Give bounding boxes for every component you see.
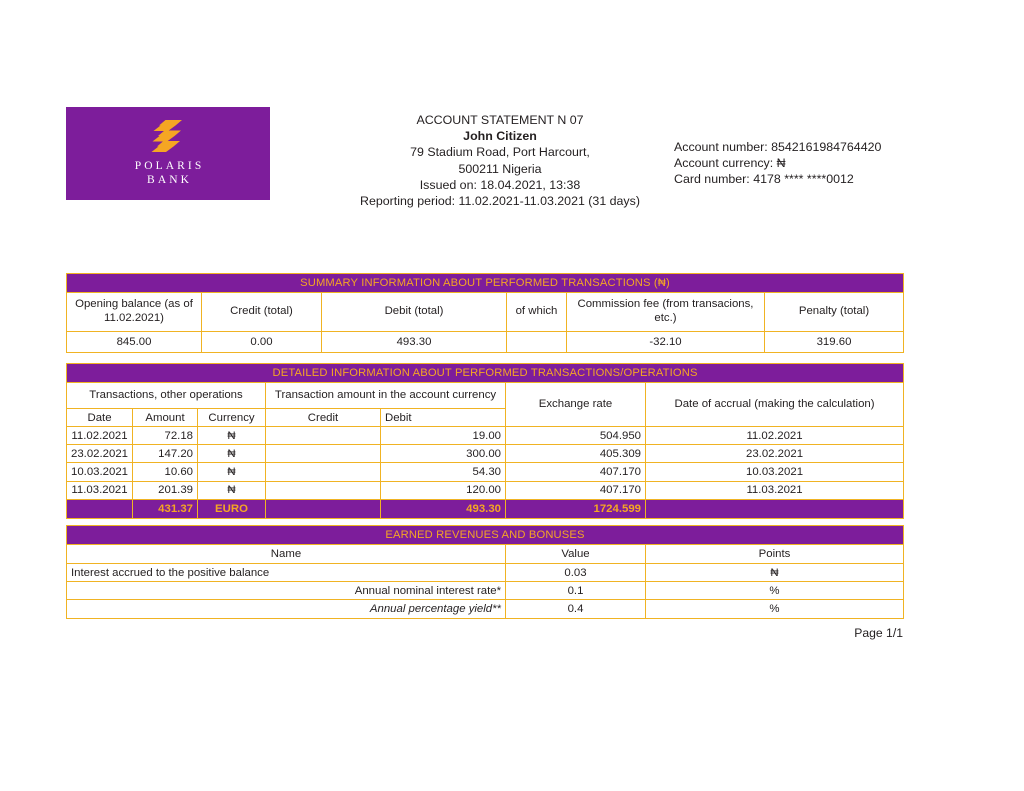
txn-accrual-date: 11.02.2021	[646, 427, 904, 445]
address-line-2: 500211 Nigeria	[458, 161, 542, 176]
txn-currency: ₦	[198, 463, 266, 481]
txn-date: 11.02.2021	[67, 427, 133, 445]
revenue-header-row	[67, 545, 904, 564]
detail-sub-date: Date	[67, 409, 133, 427]
summary-header-of-which: of which	[507, 293, 567, 332]
table-row	[67, 445, 904, 463]
txn-currency: ₦	[198, 427, 266, 445]
issued-on: Issued on: 18.04.2021, 13:38	[419, 177, 581, 192]
txn-credit	[266, 427, 381, 445]
totals-date	[67, 499, 133, 518]
table-row	[67, 481, 904, 499]
totals-currency: EURO	[198, 499, 266, 518]
bank-logo-box	[66, 107, 270, 200]
summary-header-commission-fee: Commission fee (from transacions, etc.)	[567, 293, 765, 332]
summary-header-penalty-total: Penalty (total)	[765, 293, 904, 332]
detail-band-row	[67, 364, 904, 383]
txn-accrual-date: 10.03.2021	[646, 463, 904, 481]
txn-amount: 10.60	[133, 463, 198, 481]
totals-exchange-rate: 1724.599	[506, 499, 646, 518]
revenue-header-name: Name	[67, 545, 506, 564]
summary-header-debit-total: Debit (total)	[322, 293, 507, 332]
revenue-band-row	[67, 526, 904, 545]
account-currency: Account currency: ₦	[674, 156, 786, 171]
detail-sub-amount: Amount	[133, 409, 198, 427]
txn-debit: 300.00	[381, 445, 506, 463]
txn-date: 10.03.2021	[67, 463, 133, 481]
logo-text-polaris: POLARIS	[134, 160, 205, 172]
txn-currency: ₦	[198, 445, 266, 463]
txn-debit: 54.30	[381, 463, 506, 481]
revenue-points: %	[646, 600, 904, 618]
txn-credit	[266, 463, 381, 481]
txn-exchange-rate: 504.950	[506, 427, 646, 445]
statement-title: ACCOUNT STATEMENT N 07	[416, 113, 584, 127]
txn-debit: 120.00	[381, 481, 506, 499]
revenue-name: Annual nominal interest rate*	[67, 582, 506, 600]
table-row	[67, 427, 904, 445]
summary-value-credit-total: 0.00	[202, 332, 322, 353]
revenue-value: 0.1	[506, 582, 646, 600]
txn-accrual-date: 23.02.2021	[646, 445, 904, 463]
summary-value-opening-balance: 845.00	[67, 332, 202, 353]
detailed-transactions-table	[66, 363, 904, 519]
table-row	[67, 463, 904, 481]
list-item	[67, 582, 904, 600]
txn-amount: 201.39	[133, 481, 198, 499]
txn-debit: 19.00	[381, 427, 506, 445]
detail-sub-credit: Credit	[266, 409, 381, 427]
account-details-block	[674, 139, 881, 188]
summary-header-credit-total: Credit (total)	[202, 293, 322, 332]
summary-value-commission-fee: -32.10	[567, 332, 765, 353]
summary-header-opening-balance: Opening balance (as of 11.02.2021)	[67, 293, 202, 332]
totals-accrual-date	[646, 499, 904, 518]
txn-date: 23.02.2021	[67, 445, 133, 463]
detail-group-transactions: Transactions, other operations	[67, 383, 266, 409]
txn-credit	[266, 445, 381, 463]
summary-value-penalty-total: 319.60	[765, 332, 904, 353]
detail-totals-row	[67, 499, 904, 518]
list-item	[67, 600, 904, 618]
card-number: Card number: 4178 **** ****0012	[674, 172, 854, 187]
txn-amount: 72.18	[133, 427, 198, 445]
txn-exchange-rate: 405.309	[506, 445, 646, 463]
page-number: Page 1/1	[854, 626, 903, 640]
revenue-points: ₦	[646, 564, 904, 582]
txn-credit	[266, 481, 381, 499]
revenue-header-points: Points	[646, 545, 904, 564]
revenue-name: Annual percentage yield**	[67, 600, 506, 618]
revenue-name: Interest accrued to the positive balance	[67, 564, 506, 582]
account-holder-name: John Citizen	[463, 129, 537, 144]
reporting-period: Reporting period: 11.02.2021-11.03.2021 (31 days)	[360, 194, 640, 209]
detail-sub-currency: Currency	[198, 409, 266, 427]
txn-date: 11.03.2021	[67, 481, 133, 499]
list-item	[67, 564, 904, 582]
revenue-value: 0.03	[506, 564, 646, 582]
txn-amount: 147.20	[133, 445, 198, 463]
totals-debit: 493.30	[381, 499, 506, 518]
revenue-band-title: EARNED REVENUES AND BONUSES	[67, 526, 904, 545]
summary-header-row	[67, 293, 904, 332]
detail-group-amount-account-currency: Transaction amount in the account currency	[266, 383, 506, 409]
summary-value-of-which	[507, 332, 567, 353]
logo-text-bank: BANK	[147, 174, 193, 186]
summary-value-debit-total: 493.30	[322, 332, 507, 353]
address-line-1: 79 Stadium Road, Port Harcourt,	[410, 145, 590, 160]
polaris-lightning-icon	[151, 120, 185, 152]
totals-amount: 431.37	[133, 499, 198, 518]
earned-revenues-table	[66, 525, 904, 619]
txn-exchange-rate: 407.170	[506, 481, 646, 499]
summary-band-title: SUMMARY INFORMATION ABOUT PERFORMED TRANSACTIONS (₦)	[67, 274, 904, 293]
detail-group-header-row	[67, 383, 904, 409]
account-number: Account number: 8542161984764420	[674, 140, 882, 154]
detail-band-title: DETAILED INFORMATION ABOUT PERFORMED TRANSACTIONS/OPERATIONS	[67, 364, 904, 383]
revenue-points: %	[646, 582, 904, 600]
revenue-header-value: Value	[506, 545, 646, 564]
txn-currency: ₦	[198, 481, 266, 499]
summary-value-row	[67, 332, 904, 353]
detail-group-exchange-rate: Exchange rate	[506, 383, 646, 427]
summary-band-row	[67, 274, 904, 293]
totals-credit	[266, 499, 381, 518]
txn-accrual-date: 11.03.2021	[646, 481, 904, 499]
txn-exchange-rate: 407.170	[506, 463, 646, 481]
summary-information-table	[66, 273, 904, 353]
revenue-value: 0.4	[506, 600, 646, 618]
detail-sub-debit: Debit	[381, 409, 506, 427]
statement-header-center	[300, 112, 700, 209]
detail-group-date-of-accrual: Date of accrual (making the calculation)	[646, 383, 904, 427]
